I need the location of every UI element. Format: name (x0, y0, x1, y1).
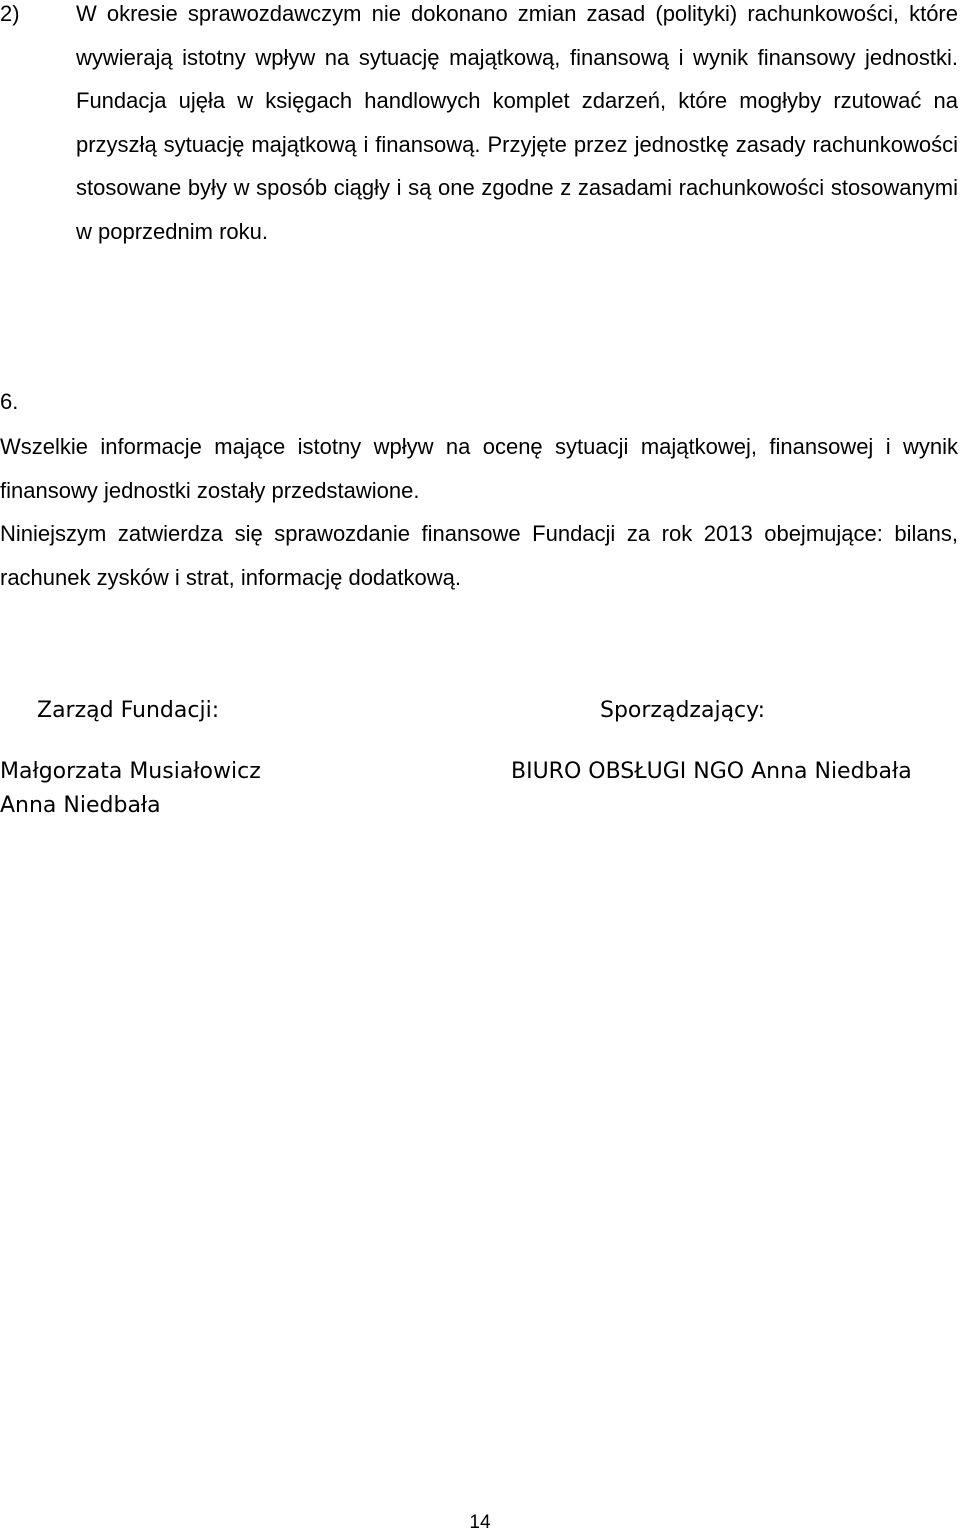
preparer-signature-title: Sporządzający: (600, 698, 765, 723)
paragraph-approval: Niniejszym zatwierdza się sprawozdanie finansowe Fundacji za rok 2013 obejmujące: bilans, rachunek zysków i strat, informację dodatkową. (0, 521, 958, 590)
board-member-name: Anna Niedbała (0, 793, 161, 818)
page-number: 14 (469, 1512, 491, 1533)
list-item-text: W okresie sprawozdawczym nie dokonano zmian zasad (polityki) rachunkowości, które wywierają istotny wpływ na sytuację majątkową, finansową i wynik finansowy jednostki. Fundacja ujęła w księgach handlowych komplet zdarzeń, które mogłyby rzutować na przyszłą sytuację majątkową i finansową. Przyjęte przez jednostkę zasady rachunkowości stosowane były w sposób ciągły i są one zgodne z zasadami rachunkowości stosowanymi w poprzednim roku. (76, 1, 958, 244)
list-item-number: 2) (0, 1, 20, 26)
list-item-2 (0, 0, 958, 253)
board-members (0, 755, 261, 823)
board-signature-title: Zarząd Fundacji: (37, 698, 220, 723)
preparer-name: BIURO OBSŁUGI NGO Anna Niedbała (511, 759, 912, 784)
section-number: 6. (0, 389, 19, 414)
paragraph-information: Wszelkie informacje mające istotny wpływ na ocenę sytuacji majątkowej, finansowej i wynik finansowy jednostki zostały przedstawione. (0, 434, 958, 503)
board-member-name: Małgorzata Musiałowicz (0, 759, 261, 784)
